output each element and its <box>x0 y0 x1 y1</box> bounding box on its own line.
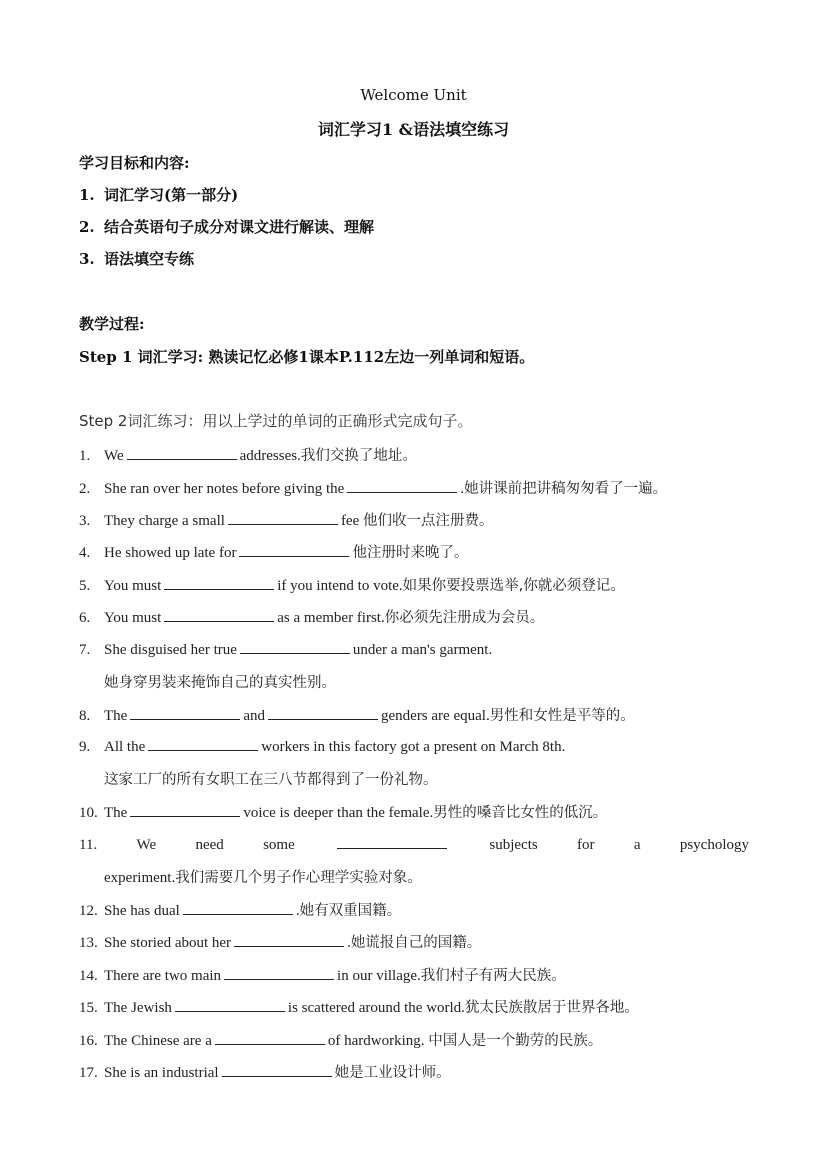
process-heading: 教学过程: <box>79 315 145 333</box>
answer-blank[interactable] <box>127 445 237 460</box>
document-subtitle: 词汇学习1 &语法填空练习 <box>317 120 510 139</box>
exercise-item: 7. She disguised her true under a man's garment. <box>79 639 749 659</box>
exercise-item: 3. They charge a small fee 他们收一点注册费。 <box>79 509 749 530</box>
exercise-item: 16. The Chinese are a of hardworking. 中国人是一个勤劳的民族。 <box>79 1029 749 1050</box>
answer-blank[interactable] <box>224 965 334 980</box>
exercise-item: 12. She has dual .她有双重国籍。 <box>79 899 749 920</box>
answer-blank[interactable] <box>164 607 274 622</box>
exercise-item: 10. The voice is deeper than the female.男性的嗓音比女性的低沉。 <box>79 801 749 822</box>
answer-blank[interactable] <box>130 705 240 720</box>
answer-blank[interactable] <box>234 932 344 947</box>
step2-text: Step 2词汇练习：用以上学过的单词的正确形式完成句子。 <box>79 412 473 430</box>
answer-blank[interactable] <box>164 575 274 590</box>
exercise-item: 15. The Jewish is scattered around the world.犹太民族散居于世界各地。 <box>79 996 749 1017</box>
exercise-item: 11. We need some subjects for a psychology <box>79 834 749 854</box>
answer-blank[interactable] <box>347 478 457 493</box>
answer-blank[interactable] <box>239 542 349 557</box>
exercise-item: 13. She storied about her .她谎报自己的国籍。 <box>79 931 749 952</box>
exercise-translation: 她身穿男装来掩饰自己的真实性别。 <box>104 675 336 691</box>
exercise-continuation: experiment.我们需要几个男子作心理学实验对象。 <box>104 870 422 886</box>
exercise-item: 1. We addresses.我们交换了地址。 <box>79 444 749 465</box>
exercise-item: 2. She ran over her notes before giving the .她讲课前把讲稿匆匆看了一遍。 <box>79 477 749 498</box>
answer-blank[interactable] <box>175 997 285 1012</box>
exercise-item: 14. There are two main in our village.我们村子有两大民族。 <box>79 964 749 985</box>
answer-blank[interactable] <box>130 802 240 817</box>
exercise-item: 5. You must if you intend to vote.如果你要投票选举,你就必须登记。 <box>79 574 749 595</box>
answer-blank[interactable] <box>148 736 258 751</box>
exercise-item: 9. All the workers in this factory got a present on March 8th. <box>79 736 749 756</box>
step1-text: Step 1 词汇学习: 熟读记忆必修1课本P.112左边一列单词和短语。 <box>79 348 535 366</box>
exercise-translation: 这家工厂的所有女职工在三八节都得到了一份礼物。 <box>104 772 438 788</box>
answer-blank[interactable] <box>337 834 447 849</box>
answer-blank[interactable] <box>240 639 350 654</box>
answer-blank[interactable] <box>268 705 378 720</box>
answer-blank[interactable] <box>228 510 338 525</box>
exercise-item: 6. You must as a member first.你必须先注册成为会员。 <box>79 606 749 627</box>
exercise-item: 8. The and genders are equal.男性和女性是平等的。 <box>79 704 749 725</box>
answer-blank[interactable] <box>215 1030 325 1045</box>
objective-item: 2. 结合英语句子成分对课文进行解读、理解 <box>79 218 375 236</box>
answer-blank[interactable] <box>222 1062 332 1077</box>
exercise-item: 17. She is an industrial 她是工业设计师。 <box>79 1061 749 1082</box>
exercise-item: 4. He showed up late for 他注册时来晚了。 <box>79 541 749 562</box>
answer-blank[interactable] <box>183 900 293 915</box>
objective-item: 1. 词汇学习(第一部分) <box>79 186 239 204</box>
objective-item: 3. 语法填空专练 <box>79 250 195 268</box>
objectives-heading: 学习目标和内容: <box>79 154 190 172</box>
document-title: Welcome Unit <box>360 86 467 104</box>
